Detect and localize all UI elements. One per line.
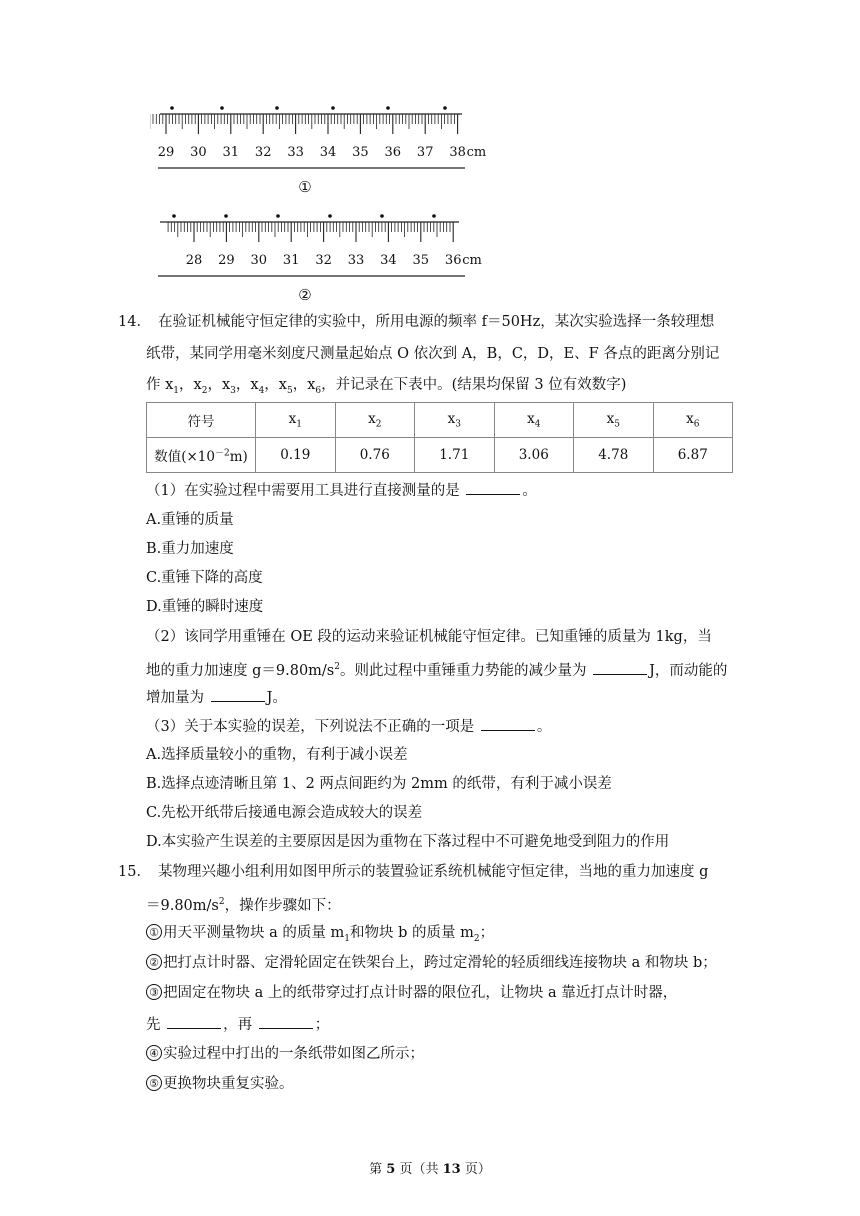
q15-step-3-line2: 先 ，再 ； xyxy=(146,1014,329,1035)
q15-step-4: ④ 实验过程中打出的一条纸带如图乙所示； xyxy=(146,1044,424,1064)
tape-dot xyxy=(328,214,332,218)
table-value-label: 数值$(\times 10^{-2}m)$ xyxy=(147,438,256,473)
measurement-table xyxy=(146,402,733,473)
table-header-label: 符号 xyxy=(147,403,256,438)
option-item: C.先松开纸带后接通电源会造成较大的误差 xyxy=(146,805,423,821)
ruler-tick-label: 32 xyxy=(315,253,332,268)
ruler-tick-label: 34 xyxy=(380,253,397,268)
tape-dot xyxy=(432,214,436,218)
table-row xyxy=(147,438,733,473)
tape-dot xyxy=(224,214,228,218)
tape-dot xyxy=(275,106,279,110)
question-14-number: 14． xyxy=(118,314,151,330)
option-item: D.重锤的瞬时速度 xyxy=(146,599,264,615)
q14-part2-line1: （2）该同学用重锤在 OE 段的运动来验证机械能守恒定律。已知重锤的质量为 1kg，当 xyxy=(146,629,712,645)
tape-dot xyxy=(443,106,447,110)
ruler-tick-label: 30 xyxy=(250,253,268,268)
q14-text-line1: 在验证机械能守恒定律的实验中，所用电源的频率 f＝50Hz，某次实验选择一条较理想 xyxy=(158,314,715,330)
q15-step-2: ② 把打点计时器、定滑轮固定在铁架台上，跨过定滑轮的轻质细线连接物块 a 和物块 b； xyxy=(146,953,717,973)
figure-label: ① xyxy=(298,178,312,196)
tape-dot xyxy=(220,106,224,110)
answer-blank[interactable] xyxy=(593,660,647,675)
ruler-tick-label: 29 xyxy=(218,253,235,268)
ruler-tick-label: 35 xyxy=(352,145,369,160)
ruler-unit-label: cm xyxy=(466,145,487,160)
tape-dot xyxy=(172,214,176,218)
table-symbol: $x_5$ xyxy=(574,403,654,438)
option-item: C.重锤下降的高度 xyxy=(146,570,263,586)
option-item: B.重力加速度 xyxy=(146,541,234,557)
table-symbol: $x_4$ xyxy=(494,403,574,438)
option-item: B.选择点迹清晰且第 1、2 两点间距约为 2mm 的纸带，有利于减小误差 xyxy=(146,776,612,792)
table-row xyxy=(147,403,733,438)
ruler-tick-label: 31 xyxy=(222,145,240,160)
table-value: 1.71 xyxy=(415,438,495,473)
answer-blank[interactable] xyxy=(259,1014,313,1029)
option-item: D.本实验产生误差的主要原因是因为重物在下落过程中不可避免地受到阻力的作用 xyxy=(146,834,670,850)
q14-part3: （3）关于本实验的误差，下列说法不正确的一项是 。 xyxy=(146,716,551,737)
ruler-figure-2 xyxy=(150,208,510,308)
ruler-tick-label: 32 xyxy=(254,145,272,160)
q15-text-line2: $=9.80m/s^2$，操作步骤如下： xyxy=(146,897,341,914)
answer-blank[interactable] xyxy=(211,687,265,702)
option-item: A.重锤的质量 xyxy=(146,512,234,528)
q14-text-line2: 纸带，某同学用毫米刻度尺测量起始点 O 依次到 A，B，C，D，E、F 各点的距离分别记 xyxy=(146,346,720,362)
tape-dot xyxy=(331,106,335,110)
tape-dot xyxy=(386,106,390,110)
ruler-tick-label: 31 xyxy=(282,253,300,268)
ruler-tick-label: 28 xyxy=(185,253,203,268)
table-symbol: $x_3$ xyxy=(415,403,495,438)
ruler-tick-label: 36 xyxy=(444,253,462,268)
answer-blank[interactable] xyxy=(167,1014,221,1029)
tape-dot xyxy=(276,214,280,218)
ruler-tick-label: 37 xyxy=(416,145,434,160)
q14-text-line3: 作 $x_1$，$x_2$，$x_3$，$x_4$，$x_5$，$x_6$，并记录在下表中。(结果均保留 3 位有效数字) xyxy=(146,377,627,396)
q15-step-1: ① 用天平测量物块 a 的质量 $m_1$和物块 b 的质量 $m_2$； xyxy=(146,923,494,949)
ruler-tick-label: 36 xyxy=(384,145,402,160)
q15-text-line1: 某物理兴趣小组利用如图甲所示的装置验证系统机械能守恒定律，当地的重力加速度 g xyxy=(158,864,709,880)
ruler-tick-label: 34 xyxy=(319,145,337,160)
ruler-tick-label: 33 xyxy=(287,145,304,160)
q14-part2-line2: 地的重力加速度 $g=9.80m/s^2$。则此过程中重锤重力势能的减少量为 J，而动能的 xyxy=(146,657,727,681)
ruler-unit-label: cm xyxy=(462,253,482,268)
ruler-tick-label: 33 xyxy=(347,253,365,268)
q14-part2-line3: 增加量为 J。 xyxy=(146,687,287,708)
table-symbol: $x_2$ xyxy=(335,403,415,438)
question-15-number: 15． xyxy=(118,864,151,880)
answer-blank[interactable] xyxy=(481,716,535,731)
table-value: 0.19 xyxy=(256,438,336,473)
table-symbol: $x_1$ xyxy=(256,403,336,438)
figure-label: ② xyxy=(298,286,312,304)
table-value: 4.78 xyxy=(574,438,654,473)
ruler-tick-label: 30 xyxy=(190,145,207,160)
ruler-figure-1 xyxy=(150,100,510,200)
table-value: 6.87 xyxy=(653,438,733,473)
q14-part1: （1）在实验过程中需要用工具进行直接测量的是 。 xyxy=(146,480,537,501)
page-footer: 第 5 页（共 13 页） xyxy=(369,1162,491,1177)
table-symbol: $x_6$ xyxy=(653,403,733,438)
option-item: A.选择质量较小的重物，有利于减小误差 xyxy=(146,747,408,763)
tape-dot xyxy=(380,214,384,218)
ruler-tick-label: 35 xyxy=(412,253,430,268)
q15-step-5: ⑤ 更换物块重复实验。 xyxy=(146,1074,294,1094)
ruler-tick-label: 38 xyxy=(449,145,466,160)
answer-blank[interactable] xyxy=(466,480,520,495)
ruler-tick-label: 29 xyxy=(157,145,175,160)
table-value: 0.76 xyxy=(335,438,415,473)
table-value: 3.06 xyxy=(494,438,574,473)
tape-dot xyxy=(170,106,174,110)
q15-step-3-line1: ③ 把固定在物块 a 上的纸带穿过打点计时器的限位孔，让物块 a 靠近打点计时器， xyxy=(146,983,677,1003)
